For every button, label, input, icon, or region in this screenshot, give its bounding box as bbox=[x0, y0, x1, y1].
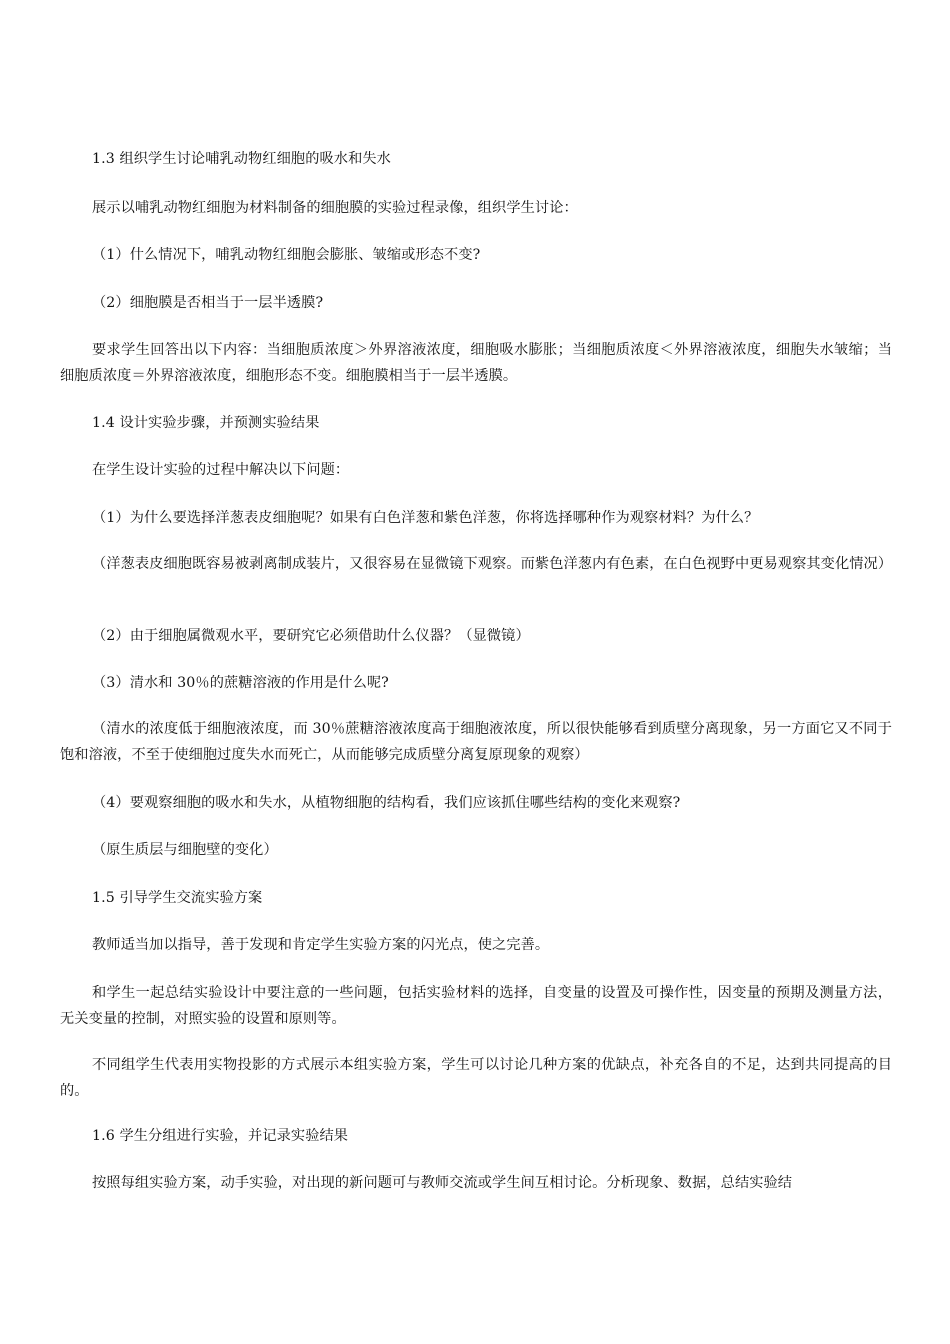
question-onion: （1）为什么要选择洋葱表皮细胞呢？如果有白色洋葱和紫色洋葱，你将选择哪种作为观察材料？为什么？ bbox=[92, 510, 759, 526]
paragraph-answer: 要求学生回答出以下内容：当细胞质浓度＞外界溶液浓度，细胞吸水膨胀；当细胞质浓度＜外界溶液浓度，细胞失水皱缩；当细胞质浓度＝外界溶液浓度，细胞形态不变。细胞膜相当于一层半透膜。 bbox=[60, 342, 892, 384]
paragraph-presentation: 不同组学生代表用实物投影的方式展示本组实验方案，学生可以讨论几种方案的优缺点，补充各自的不足，达到共同提高的目的。 bbox=[60, 1057, 892, 1099]
section-heading-1-6: 1.6 学生分组进行实验，并记录实验结果 bbox=[92, 1128, 349, 1144]
question-1: （1）什么情况下，哺乳动物红细胞会膨胀、皱缩或形态不变? bbox=[92, 247, 481, 263]
answer-onion: （洋葱表皮细胞既容易被剥离制成装片，又很容易在显微镜下观察。而紫色洋葱内有色素，在白色视野中更易观察其变化情况） bbox=[92, 556, 893, 572]
paragraph-teacher-guidance: 教师适当加以指导，善于发现和肯定学生实验方案的闪光点，使之完善。 bbox=[92, 937, 550, 953]
answer-structure: （原生质层与细胞壁的变化） bbox=[92, 842, 278, 858]
question-structure: （4）要观察细胞的吸水和失水，从植物细胞的结构看，我们应该抓住哪些结构的变化来观察? bbox=[92, 795, 681, 811]
question-2: （2）细胞膜是否相当于一层半透膜? bbox=[92, 295, 324, 311]
section-heading-1-5: 1.5 引导学生交流实验方案 bbox=[92, 890, 263, 906]
paragraph-intro-video: 展示以哺乳动物红细胞为材料制备的细胞膜的实验过程录像，组织学生讨论： bbox=[92, 200, 578, 216]
paragraph-experiment: 按照每组实验方案，动手实验，对出现的新问题可与教师交流或学生间互相讨论。分析现象、数据，总结实验结 bbox=[92, 1175, 793, 1191]
paragraph-problems-intro: 在学生设计实验的过程中解决以下问题： bbox=[92, 462, 350, 478]
question-instrument: （2）由于细胞属微观水平，要研究它必须借助什么仪器？（显微镜） bbox=[92, 628, 530, 644]
section-heading-1-3: 1.3 组织学生讨论哺乳动物红细胞的吸水和失水 bbox=[92, 151, 391, 167]
answer-sucrose: （清水的浓度低于细胞液浓度，而 30％蔗糖溶液浓度高于细胞液浓度，所以很快能够看到质壁分离现象，另一方面它又不同于饱和溶液，不至于使细胞过度失水而死亡，从而能够完成质壁分离复原现象的观察） bbox=[60, 721, 892, 763]
section-heading-1-4: 1.4 设计实验步骤，并预测实验结果 bbox=[92, 415, 320, 431]
paragraph-summary: 和学生一起总结实验设计中要注意的一些问题，包括实验材料的选择，自变量的设置及可操作性，因变量的预期及测量方法，无关变量的控制，对照实验的设置和原则等。 bbox=[60, 985, 892, 1027]
question-sucrose: （3）清水和 30％的蔗糖溶液的作用是什么呢? bbox=[92, 675, 389, 691]
